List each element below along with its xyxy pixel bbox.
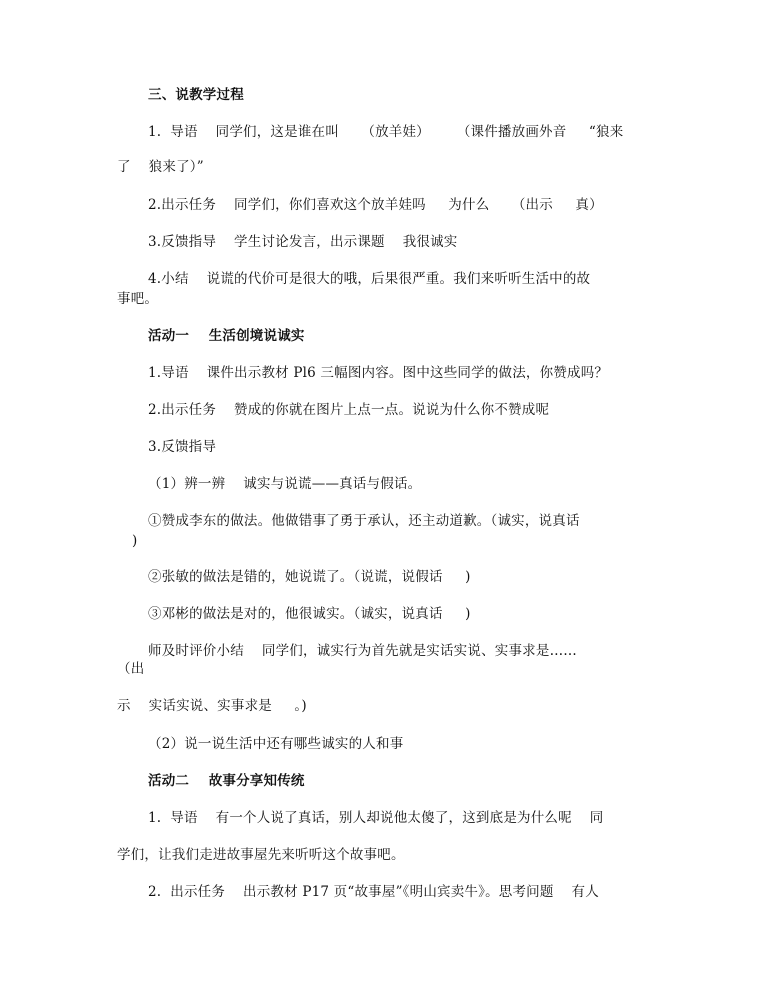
paragraph-line: 1. 导语 有一个人说了真话，别人却说他太傻了，这到底是为什么呢 同	[148, 810, 604, 826]
paragraph-line: ②张敏的做法是错的，她说谎了。（说谎，说假话 )	[148, 569, 471, 585]
paragraph-line: ①赞成李东的做法。他做错事了勇于承认，还主动道歉。（诚实，说真话	[148, 513, 580, 529]
activity-heading: 活动二 故事分享知传统	[148, 773, 305, 789]
paragraph-line: 2.出示任务 同学们，你们喜欢这个放羊娃吗 为什么 （出示 真）	[148, 197, 603, 213]
paragraph-line: ③邓彬的做法是对的，他很诚实。（诚实，说真话 )	[148, 606, 471, 622]
activity-heading: 活动一 生活创境说诚实	[148, 328, 305, 344]
paragraph-line: （出	[117, 661, 145, 677]
paragraph-line: )	[132, 533, 138, 549]
paragraph-line: 4.小结 说谎的代价可是很大的哦，后果很严重。我们来听听生活中的故	[148, 271, 591, 287]
paragraph-line: 示 实话实说、实事求是 。)	[117, 698, 307, 714]
paragraph-line: 3.反馈指导	[148, 439, 217, 455]
section-heading: 三、说教学过程	[148, 87, 244, 103]
paragraph-line: 1. 导语 同学们，这是谁在叫 （放羊娃） （课件播放画外音 “狼来	[148, 124, 624, 140]
paragraph-line: （1）辨一辨 诚实与说谎——真话与假话。	[148, 476, 422, 492]
paragraph-line: 了 狼来了）”	[117, 159, 204, 175]
paragraph-line: 师及时评价小结 同学们，诚实行为首先就是实话实说、实事求是……	[148, 643, 577, 659]
paragraph-line: 2. 出示任务 出示教材 P17 页“故事屋”《明山宾卖牛》。思考问题 有人	[148, 884, 599, 900]
paragraph-line: 1.导语 课件出示教材 Pl6 三幅图内容。图中这些同学的做法，你赞成吗？	[148, 365, 609, 381]
paragraph-line: 学们，让我们走进故事屋先来听听这个故事吧。	[117, 847, 405, 863]
paragraph-line: 2.出示任务 赞成的你就在图片上点一点。说说为什么你不赞成呢	[148, 402, 550, 418]
paragraph-line: 事吧。	[117, 291, 159, 307]
paragraph-line: 3.反馈指导 学生讨论发言，出示课题 我很诚实	[148, 234, 458, 250]
paragraph-line: （2）说一说生活中还有哪些诚实的人和事	[148, 736, 404, 752]
